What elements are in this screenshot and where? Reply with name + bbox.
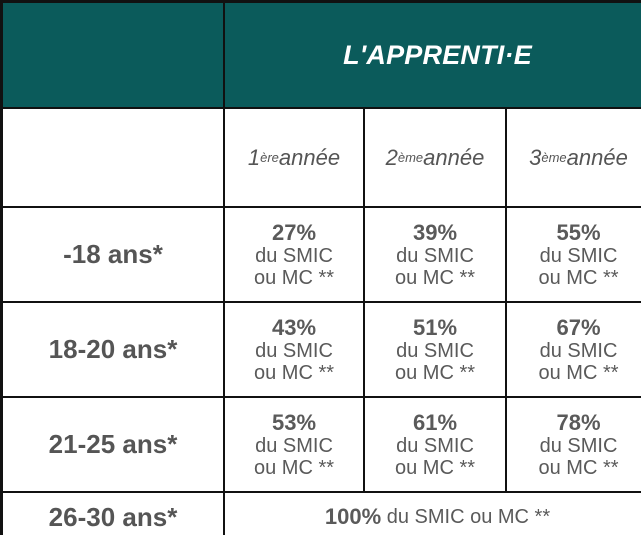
rate-line1: du SMIC [539,339,618,362]
rate-line2: ou MC ** [394,456,476,479]
year-label: année [566,144,628,170]
age-label: -18 ans* [3,208,223,301]
rate-cell-full [225,493,641,541]
rate-line2: ou MC ** [538,361,619,384]
year-label: année [423,144,485,170]
rate-percent: 53% [271,409,317,435]
year-header-2 [365,109,505,206]
rate-line2: ou MC ** [394,266,476,289]
rate-percent: 27% [271,219,317,245]
rate-line1: du SMIC [255,244,333,267]
age-label: 21-25 ans* [3,398,223,491]
rate-cell [507,303,641,396]
table-corner [3,3,223,107]
rate-line2: ou MC ** [538,456,619,479]
rate-percent: 51% [412,314,458,340]
empty-header-cell [3,109,223,206]
year-sup: ème [541,150,567,165]
rate-text: du SMIC ou MC ** [381,505,551,528]
year-label: année [278,144,341,170]
age-label: 26-30 ans* [3,493,223,541]
age-label: 18-20 ans* [3,303,223,396]
rate-line1: du SMIC [255,434,333,457]
year-header-3 [507,109,641,206]
rate-cell [225,208,363,301]
year-header-1 [225,109,363,206]
rate-percent: 43% [271,314,317,340]
rate-cell [225,398,363,491]
rate-line2: ou MC ** [538,266,619,289]
rate-cell [365,398,505,491]
rate-line1: du SMIC [539,244,618,267]
rate-line1: du SMIC [539,434,618,457]
rate-percent: 100% [324,504,382,529]
year-sup: ème [397,150,424,165]
rate-cell [225,303,363,396]
rate-line1: du SMIC [396,339,474,362]
rate-percent: 78% [556,409,601,435]
rate-cell [365,208,505,301]
year-sup: ère [260,150,279,165]
rate-line1: du SMIC [396,244,474,267]
rate-percent: 55% [556,219,601,245]
year-num: 3 [529,144,542,170]
rate-line2: ou MC ** [253,266,335,289]
rate-line2: ou MC ** [253,361,335,384]
rate-line2: ou MC ** [394,361,476,384]
rate-cell [507,208,641,301]
rate-cell [507,398,641,491]
rate-percent: 61% [412,409,458,435]
rate-line2: ou MC ** [253,456,335,479]
year-num: 2 [385,144,398,170]
rate-percent: 67% [556,314,601,340]
rate-line1: du SMIC [255,339,333,362]
rate-cell [365,303,505,396]
table-header-title: L'APPRENTI·E [225,3,641,107]
year-num: 1 [247,144,261,170]
rate-line1: du SMIC [396,434,474,457]
rate-percent: 39% [412,219,458,245]
